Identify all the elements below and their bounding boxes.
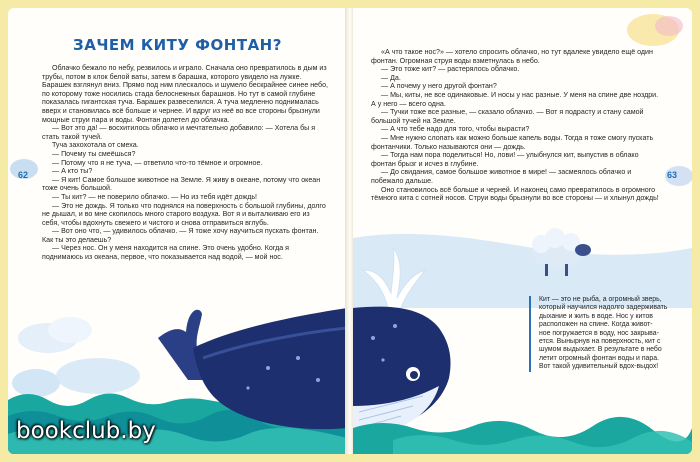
story-title: ЗАЧЕМ КИТУ ФОНТАН?	[73, 36, 282, 54]
paragraph: — Потому что я не туча, — ответило что-то тёмное и огромное.	[52, 158, 263, 167]
cloud-decoration	[48, 317, 92, 343]
page-number-left: 62	[18, 170, 29, 180]
note-line: дыхание и жить в воде. Нос у китов	[539, 312, 653, 320]
paragraph: — Это тоже кит? — растерялось облачко.	[381, 65, 520, 74]
cloud-decoration	[12, 369, 60, 397]
paragraph: «А что такое нос?» — хотело спросить облачко, но тут вдалеке увидело ещё один фонтан. Огромная струя воды взметнулась в небо.	[371, 48, 653, 65]
note-line: который научился надолго задерживать	[539, 304, 668, 312]
paragraph: — Я кит! Самое большое животное на Земле. Я живу в океане, потому что океан тоже очень большой.	[42, 175, 321, 193]
note-line: Кит — это не рыба, а огромный зверь,	[539, 296, 662, 303]
paragraph: — Мне нужно слопать как можно больше капель воды. Тогда я тоже смогу пускать фонтанчики. Только называются они — дождь.	[371, 133, 654, 151]
right-page	[353, 8, 692, 454]
paragraph: — Тогда нам пора поделиться! Но, лови! — улыбнулся кит, выпустив в облако фонтан брызг и исчез в глубине.	[371, 151, 639, 168]
note-line: Вот такой удивительный вдох-выдох!	[539, 363, 659, 371]
site-watermark: bookclub.by	[16, 418, 156, 444]
paragraph: — Тучки тоже все разные, — сказало облачко. — Вот я подрасту и стану самой большой тучей на Земле.	[371, 108, 644, 125]
paragraph: — Мы, киты, не все одинаковые. И носы у нас разные. У меня на спине две ноздри. А у него — всего одна.	[371, 90, 659, 108]
whale-fact-note	[529, 296, 689, 372]
paragraph: — Ты кит? — не поверило облачко. — Но из тебя идёт дождь!	[52, 192, 257, 201]
paragraph: — Вот это да! — восхитилось облачко и мечтательно добавило: — Хотела бы я стать такой тучей.	[42, 124, 316, 141]
cloud-decoration	[56, 358, 140, 394]
left-page	[8, 8, 347, 454]
paragraph: — А что тебе надо для того, чтобы вырасти?	[381, 125, 530, 134]
paragraph: — Вот оно что, — удивилось облачко. — Я тоже хочу научиться пускать фонтан. Как ты это делаешь?	[42, 227, 319, 244]
paragraph: — А кто ты?	[52, 167, 93, 176]
note-line: шумом выдыхает. В результате в небо	[539, 346, 662, 354]
paragraph: Оно становилось всё больше и черней. И наконец само превратилось в огромного тёмного кита с сотней носов. Струи воды брызнули во все стороны — и хлынул дождь!	[371, 185, 659, 203]
paragraph: — Почему ты смеёшься?	[52, 149, 136, 158]
paragraph: — А почему у него другой фонтан?	[381, 82, 497, 91]
paragraph: — До свидания, самое большое животное в мире! — засмеялось облачко и побежало дальше.	[371, 168, 632, 185]
paragraph: Облачко бежало по небу, резвилось и играло. Сначала оно превратилось в дым из трубы, потом в клок белой ваты, затем в барашка, которого увидело на лужке. Барашек взглянул вниз. Прямо под ним плескалось и шумело бескрайнее синее небо, по которому тоже носились стада белоснежных барашков. Но тут в самой глубине показалась гигантская туча. Барашек развеселился. А туча медленно поднималась вверх и становилась всё больше и чернее. И вдруг из неё во все стороны брызнули мощные струи пара и воды. Фонтан долетел до облачка.	[42, 64, 329, 124]
right-story-text	[371, 48, 661, 203]
note-line: расположен на спине. Когда живот-	[539, 321, 653, 329]
paragraph: — Через нос. Он у меня находится на спине. Это очень удобно. Когда я поднимаюсь из океана, первое, что показывается над водой, — мой нос.	[42, 244, 289, 262]
note-line: ное погружается в воду, нос закрыва-	[539, 329, 659, 337]
paragraph: — Это не дождь. Я только что поднялся на поверхность с большой глубины, долго не дышал, и во мне скопилось много старого воздуха. Вот я и выталкиваю его из себя, чтобы вдохнуть свежего и чистого и снова отправиться вглубь.	[42, 201, 326, 227]
paragraph: — Да.	[381, 73, 401, 82]
note-line: ется. Вынырнув на поверхность, кит с	[539, 338, 661, 346]
paragraph: Туча захохотала от смеха.	[52, 141, 139, 150]
left-story-text	[42, 64, 328, 262]
note-line: летит огромный фонтан воды и пара.	[539, 354, 659, 362]
page-number-right: 63	[667, 170, 678, 180]
